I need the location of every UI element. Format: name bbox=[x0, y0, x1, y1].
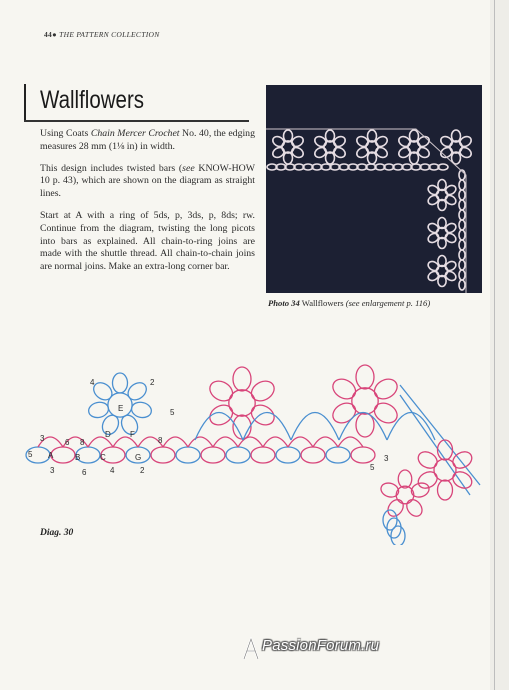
diagram-label: Diag. 30 bbox=[40, 528, 74, 538]
ring-label-c: C bbox=[100, 453, 106, 462]
watermark-logo-icon bbox=[240, 637, 262, 661]
page-edge bbox=[490, 0, 509, 690]
lace-picot bbox=[459, 180, 465, 190]
diagram-arch bbox=[387, 413, 435, 441]
diagram-ring bbox=[326, 447, 350, 463]
ring-label-b: B bbox=[75, 453, 81, 462]
diagram-chain bbox=[213, 437, 238, 447]
stitch-number: 5 bbox=[370, 463, 375, 472]
stitch-number: 5 bbox=[170, 408, 175, 417]
diagram-chain bbox=[338, 437, 363, 447]
page-number: 44 bbox=[44, 30, 53, 39]
diagram-ring bbox=[251, 447, 275, 463]
page-title: Wallflowers bbox=[40, 86, 145, 114]
diagram-arch bbox=[339, 413, 387, 441]
caption-name: Wallflowers bbox=[301, 298, 344, 308]
lace-picot bbox=[459, 280, 465, 290]
diagram-flower bbox=[415, 440, 474, 500]
section-title: THE PATTERN COLLECTION bbox=[59, 30, 160, 39]
paragraph-twisted-bars: This design includes twisted bars (see KNOW-HOW 10 p. 43), which are shown on the diagram as straight lines. bbox=[40, 162, 255, 200]
diagram-arch bbox=[243, 413, 291, 441]
caption-ref: (see enlargement p. 116) bbox=[345, 298, 431, 308]
lace-picot bbox=[459, 200, 465, 210]
lace-flower bbox=[397, 130, 431, 164]
ring-label-g: G bbox=[135, 453, 142, 462]
diagram-ring bbox=[176, 447, 200, 463]
diagram-ring bbox=[51, 447, 75, 463]
lace-flower bbox=[427, 180, 458, 211]
lace-picot bbox=[459, 260, 465, 270]
lace-flower bbox=[427, 256, 458, 287]
stitch-number: 4 bbox=[110, 466, 115, 475]
paragraph-start: Start at A with a ring of 5ds, p, 3ds, p, 8ds; rw. Continue from the diagram, twisting the long picots into bars as explained. All chain-to-ring joins are made with the shuttle thread. All chain-to-chain joins are normal joins. Make an extra-long corner bar. bbox=[40, 209, 255, 273]
photo-caption bbox=[268, 298, 488, 308]
stitch-number: 3 bbox=[384, 454, 389, 463]
stitch-number: 6 bbox=[82, 468, 87, 477]
lace-flower bbox=[313, 130, 347, 164]
stitch-number: 3 bbox=[50, 466, 55, 475]
diagram-ring bbox=[276, 447, 300, 463]
lace-photo bbox=[266, 85, 482, 293]
diagram-flower bbox=[329, 365, 400, 437]
watermark-text: PassionForum.ru bbox=[262, 637, 380, 654]
diagram-chain bbox=[313, 437, 338, 447]
diagram-arch bbox=[291, 413, 339, 441]
tatting-diagram bbox=[20, 345, 500, 550]
lace-flower bbox=[271, 130, 305, 164]
diagram-chain bbox=[163, 437, 188, 447]
ring-label-f: F bbox=[130, 430, 135, 439]
lace-flower bbox=[439, 130, 473, 164]
ring-label-a: A bbox=[48, 451, 54, 460]
stitch-number: 2 bbox=[140, 466, 145, 475]
ring-label-d: D bbox=[105, 430, 111, 439]
lace-picot bbox=[459, 230, 465, 240]
diagram-ring bbox=[151, 447, 175, 463]
lace-picot bbox=[459, 240, 465, 250]
bullet-separator: ● bbox=[52, 30, 57, 39]
stitch-number: 4 bbox=[90, 378, 95, 387]
stitch-number: 8 bbox=[158, 436, 163, 445]
lace-picot bbox=[459, 220, 465, 230]
caption-label: Photo 34 bbox=[268, 298, 300, 308]
diagram-ring bbox=[351, 447, 375, 463]
stitch-number: 6 bbox=[65, 438, 70, 447]
title-rule bbox=[24, 84, 26, 120]
page-edge-line bbox=[494, 0, 495, 690]
diagram-chain bbox=[188, 437, 213, 447]
stitch-number: 5 bbox=[28, 450, 33, 459]
stitch-number: 8 bbox=[80, 438, 85, 447]
instructions bbox=[40, 128, 255, 283]
lace-flower bbox=[355, 130, 389, 164]
lace-edge bbox=[266, 129, 466, 293]
ring-label-e: E bbox=[118, 404, 124, 413]
paragraph-materials: Using Coats Chain Mercer Crochet No. 40, the edging measures 28 mm (1⅛ in) in width. bbox=[40, 128, 255, 152]
diagram-ring bbox=[226, 447, 250, 463]
stitch-number: 2 bbox=[150, 378, 155, 387]
running-header bbox=[44, 30, 160, 39]
lace-flower bbox=[427, 218, 458, 249]
diagram-ring bbox=[301, 447, 325, 463]
lace-picot bbox=[459, 190, 465, 200]
lace-picot bbox=[459, 210, 465, 220]
title-underline bbox=[24, 120, 249, 122]
diagram-ring bbox=[201, 447, 225, 463]
diagram-chain bbox=[263, 437, 288, 447]
lace-picot bbox=[459, 270, 465, 280]
lace-picot bbox=[459, 250, 465, 260]
stitch-number: 3 bbox=[40, 434, 45, 443]
diagram-flower bbox=[206, 367, 277, 439]
